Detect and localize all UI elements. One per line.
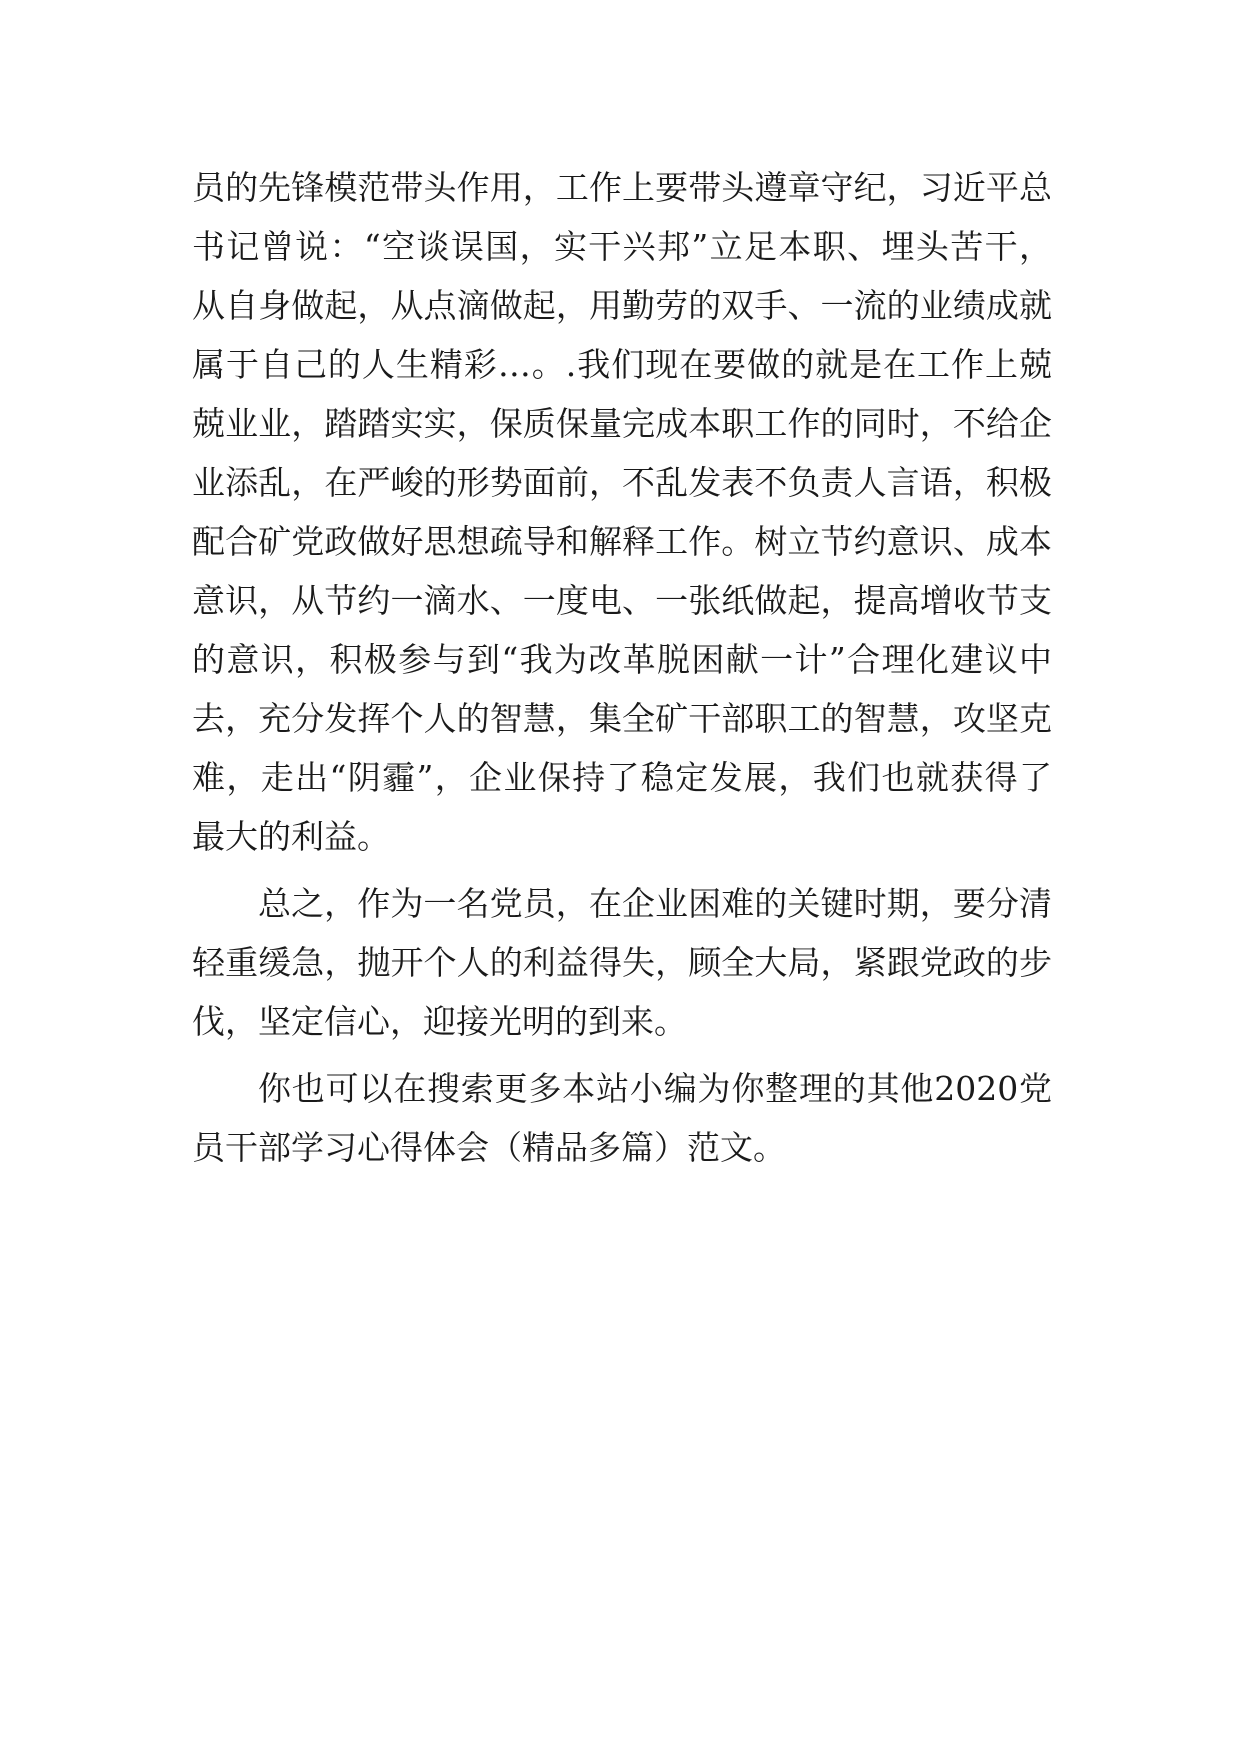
text-line: 难，走出“阴霾”，企业保持了稳定发展，我们也就获得了 — [192, 758, 1052, 797]
text-line: 去，充分发挥个人的智慧，集全矿干部职工的智慧，攻坚克 — [192, 699, 1052, 738]
text-line: 伐，坚定信心，迎接光明的到来。 — [192, 1002, 687, 1041]
text-line: 最大的利益。 — [192, 817, 390, 856]
text-line: 员干部学习心得体会（精品多篇）范文。 — [192, 1128, 786, 1167]
paragraph — [192, 1059, 1052, 1177]
paragraph-spacing — [192, 1051, 1052, 1059]
text-line: 兢业业，踏踏实实，保质保量完成本职工作的同时，不给企 — [192, 404, 1052, 443]
text-line: 总之，作为一名党员，在企业困难的关键时期，要分清 — [258, 884, 1052, 923]
text-line: 配合矿党政做好思想疏导和解释工作。树立节约意识、成本 — [192, 522, 1052, 561]
paragraph-spacing — [192, 866, 1052, 874]
paragraph — [192, 158, 1052, 866]
document-body — [192, 158, 1052, 1177]
text-line: 员的先锋模范带头作用，工作上要带头遵章守纪，习近平总 — [192, 168, 1052, 207]
text-line: 从自身做起，从点滴做起，用勤劳的双手、一流的业绩成就 — [192, 286, 1052, 325]
text-line: 属于自己的人生精彩…。.我们现在要做的就是在工作上兢 — [192, 345, 1052, 384]
paragraph — [192, 874, 1052, 1051]
text-line: 业添乱，在严峻的形势面前，不乱发表不负责人言语，积极 — [192, 463, 1052, 502]
text-line: 的意识，积极参与到“我为改革脱困献一计”合理化建议中 — [192, 640, 1052, 679]
text-line: 你也可以在搜索更多本站小编为你整理的其他2020党 — [258, 1069, 1052, 1108]
text-line: 意识，从节约一滴水、一度电、一张纸做起，提高增收节支 — [192, 581, 1052, 620]
text-line: 书记曾说：“空谈误国，实干兴邦”立足本职、埋头苦干， — [192, 227, 1052, 266]
text-line: 轻重缓急，抛开个人的利益得失，顾全大局，紧跟党政的步 — [192, 943, 1052, 982]
